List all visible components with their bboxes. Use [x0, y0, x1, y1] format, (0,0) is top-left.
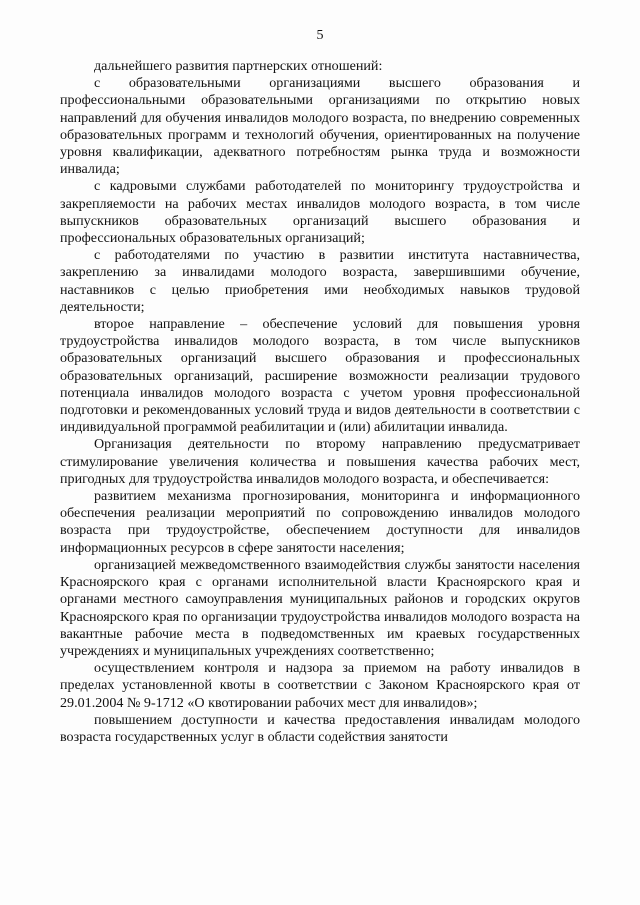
paragraph-interagency: организацией межведомственного взаимодействия службы занятости населения Красноярского края с органами исполнительной власти Красноярского края и органами местного самоуправления муниципальных районов и городских округов Красноярского края по организации трудоустройства инвалидов молодого возраста на вакантные рабочие места в подведомственных им краевых государственных учреждениях и муниципальных учреждениях соответственно;: [60, 556, 580, 659]
paragraph-employers-mentoring: с работодателями по участию в развитии института наставничества, закреплению за инвалидами молодого возраста, завершившими обучение, наставников с целью приобретения ими необходимых навыков трудовой деятельности;: [60, 247, 580, 315]
paragraph-hr-services: с кадровыми службами работодателей по мониторингу трудоустройства и закрепляемости на рабочих местах инвалидов молодого возраста, в том числе выпускников образовательных организаций высшего образования и профессиональных образовательных организаций;: [60, 178, 580, 247]
paragraph-intro: дальнейшего развития партнерских отношений:: [94, 58, 383, 74]
paragraph-educational-orgs: с образовательными организациями высшего образования и профессиональными образовательными организациями по открытию новых направлений для обучения инвалидов молодого возраста, по внедрению современных образовательных программ и технологий обучения, ориентированных на получение уровня квалификации, адекватного потребностям рынка труда и возможности инвалида;: [60, 75, 580, 178]
document-body: [60, 58, 580, 746]
page-number: 5: [316, 28, 324, 43]
paragraph-second-direction: второе направление – обеспечение условий для повышения уровня трудоустройства инвалидов молодого возраста, в том числе выпускников образовательных организаций высшего образования и профессиональных образовательных организаций, расширение возможности реализации трудового потенциала инвалидов молодого возраста с учетом уровня профессиональной подготовки и рекомендованных условий труда и видов деятельности в соответствии с индивидуальной программой реабилитации и (или) абилитации инвалида.: [60, 316, 580, 436]
paragraph-accessibility: повышением доступности и качества предоставления инвалидам молодого возраста государственных услуг в области содействия занятости: [60, 711, 580, 745]
paragraph-quota-control: осуществлением контроля и надзора за приемом на работу инвалидов в пределах установленной квоты в соответствии с Законом Красноярского края от 29.01.2004 № 9-1712 «О квотировании рабочих мест для инвалидов»;: [60, 660, 580, 711]
paragraph-forecasting: развитием механизма прогнозирования, мониторинга и информационного обеспечения реализации мероприятий по сопровождению инвалидов молодого возраста при трудоустройстве, обеспечением доступности для инвалидов информационных ресурсов в сфере занятости населения;: [60, 488, 580, 556]
paragraph-organization: Организация деятельности по второму направлению предусматривает стимулирование увеличения количества и повышения качества рабочих мест, пригодных для трудоустройства инвалидов молодого возраста, и обеспечивается:: [60, 436, 580, 487]
